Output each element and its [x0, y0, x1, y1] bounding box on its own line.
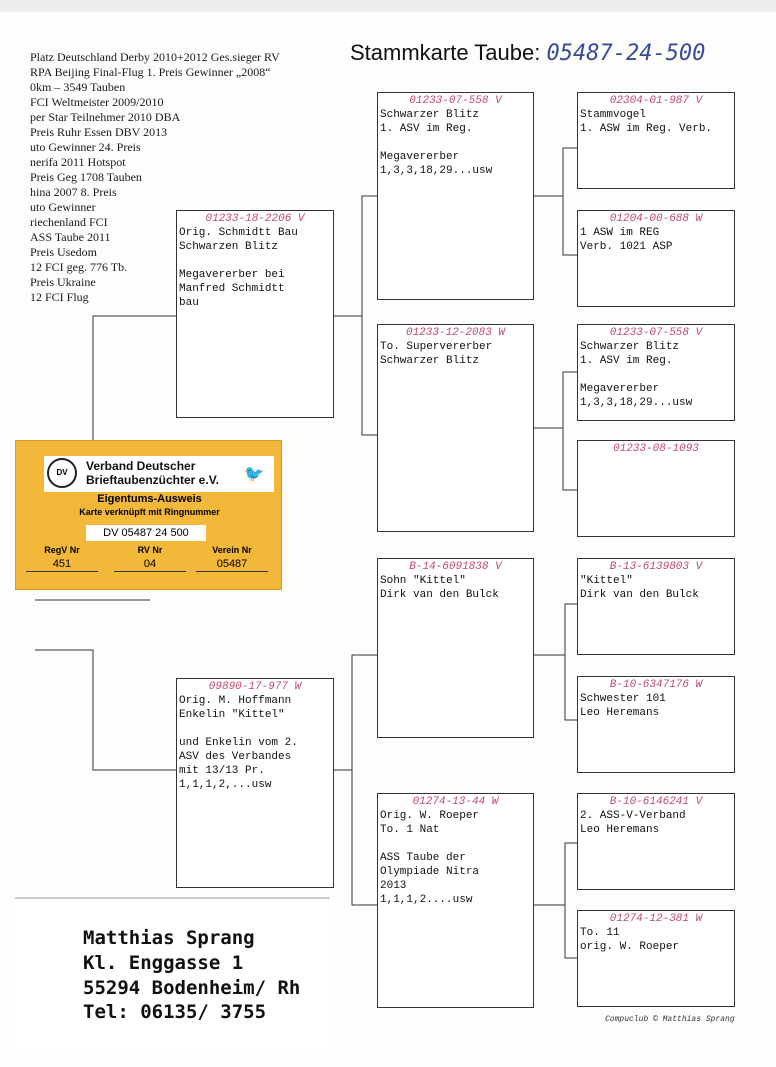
grandsire-paternal-card: [377, 92, 534, 300]
great-grandparent-card: [577, 440, 735, 537]
card-text: Stammvogel 1. ASW im Reg. Verb.: [580, 109, 713, 135]
achievement-line: 12 FCI geg. 776 Tb.: [30, 260, 128, 274]
connector-line: [533, 843, 578, 905]
badge-column: [114, 545, 186, 572]
footer-credit: Compuclub © Matthias Sprang: [605, 1015, 735, 1024]
association-name-line: Verband Deutscher: [86, 459, 196, 473]
achievement-line: uto Gewinner: [30, 200, 96, 214]
ring-number: 02304-01-987 V: [609, 95, 703, 107]
card-text: 2. ASS-V-Verband Leo Heremans: [580, 810, 686, 836]
badge-title: Eigentums-Ausweis: [97, 493, 202, 505]
badge-column-value: 05487: [196, 558, 268, 572]
association-logo-icon: DV: [47, 458, 77, 488]
connector-line: [533, 604, 578, 655]
great-grandparent-card: [577, 793, 735, 890]
badge-column: [26, 545, 98, 572]
ring-number: 01233-12-2083 W: [405, 327, 506, 339]
connector-line: [35, 650, 178, 770]
dam-card: [176, 678, 334, 888]
granddam-maternal-card: [377, 793, 534, 1008]
connector-line: [333, 196, 378, 316]
ring-number: 01204-00-688 W: [609, 213, 703, 225]
title-ring-number: 05487-24-500: [546, 41, 706, 66]
great-grandparent-card: [577, 92, 735, 189]
great-grandparent-card: [577, 210, 735, 307]
achievement-line: ASS Taube 2011: [30, 230, 111, 244]
badge-header: [44, 456, 274, 492]
card-text: Orig. M. Hoffmann Enkelin "Kittel" und Enkelin vom 2. ASV des Verbandes mit 13/13 Pr. 1,1,1,2,...usw: [179, 695, 298, 791]
ownership-badge: [15, 440, 282, 590]
badge-column-value: 451: [26, 558, 98, 572]
owner-city: 55294 Bodenheim/ Rh: [83, 977, 301, 999]
connector-line: [563, 428, 578, 490]
badge-column-label: Verein Nr: [212, 545, 252, 555]
achievement-line: nerifa 2011 Hotspot: [30, 155, 126, 169]
pigeon-icon: 🐦: [244, 466, 264, 483]
card-text: Orig. Schmidtt Bau Schwarzen Blitz Megavererber bei Manfred Schmidtt bau: [179, 227, 298, 309]
owner-name: Matthias Sprang: [83, 927, 255, 949]
ring-number: B-13-6139803 V: [609, 561, 703, 573]
great-grandparent-card: [577, 910, 735, 1007]
connector-line: [333, 655, 378, 770]
achievement-line: RPA Beijing Final-Flug 1. Preis Gewinner „2008“: [30, 65, 271, 79]
achievement-line: Preis Usedom: [30, 245, 97, 259]
connector-line: [93, 316, 178, 440]
card-text: Schwarzer Blitz 1. ASV im Reg. Megavererber 1,3,3,18,29...usw: [580, 341, 693, 409]
card-text: Orig. W. Roeper To. 1 Nat ASS Taube der Olympiade Nitra 2013 1,1,1,2....usw: [380, 810, 480, 906]
title-label: Stammkarte Taube:: [350, 40, 541, 65]
ring-number: 01233-18-2206 V: [205, 213, 305, 225]
badge-column-label: RV Nr: [137, 545, 163, 555]
achievement-line: Platz Deutschland Derby 2010+2012 Ges.sieger RV: [30, 50, 280, 64]
ring-number: B-10-6146241 V: [609, 796, 703, 808]
ring-number: 01274-13-44 W: [412, 796, 499, 808]
card-text: Schwarzer Blitz 1. ASV im Reg. Megavererber 1,3,3,18,29...usw: [380, 109, 493, 177]
achievement-line: FCI Weltmeister 2009/2010: [30, 95, 164, 109]
card-text: To. Supervererber Schwarzer Blitz: [380, 341, 493, 367]
achievement-line: Preis Ruhr Essen DBV 2013: [30, 125, 168, 139]
connector-line: [533, 148, 578, 196]
owner-address-stamp: [15, 897, 330, 1049]
card-text: To. 11 orig. W. Roeper: [580, 927, 680, 953]
association-name-line: Brieftaubenzüchter e.V.: [86, 473, 219, 487]
connector-line: [362, 316, 378, 435]
owner-street: Kl. Enggasse 1: [83, 952, 244, 974]
ring-number: 09890-17-977 W: [208, 681, 302, 693]
grandsire-maternal-card: [377, 558, 534, 738]
achievement-line: per Star Teilnehmer 2010 DBA: [30, 110, 181, 124]
granddam-paternal-card: [377, 324, 534, 532]
achievement-line: Preis Ukraine: [30, 275, 96, 289]
achievement-line: uto Gewinner 24. Preis: [30, 140, 141, 154]
great-grandparent-card: [577, 324, 735, 421]
achievement-line: riechenland FCI: [30, 215, 108, 229]
badge-column: [196, 545, 268, 572]
badge-subtitle: Karte verknüpft mit Ringnummer: [79, 507, 220, 517]
ring-number: 01274-12-381 W: [609, 913, 703, 925]
ring-number: B-10-6347176 W: [609, 679, 703, 691]
card-text: Schwester 101 Leo Heremans: [580, 693, 666, 719]
connector-line: [563, 196, 578, 255]
great-grandparent-card: [577, 676, 735, 773]
badge-column-value: 04: [114, 558, 186, 572]
badge-ring-number: DV 05487 24 500: [86, 525, 206, 541]
achievement-line: hina 2007 8. Preis: [30, 185, 117, 199]
achievement-line: 12 FCI Flug: [30, 290, 89, 304]
ring-number: 01233-07-558 V: [409, 95, 502, 107]
sire-card: [176, 210, 334, 418]
ring-number: B-14-6091838 V: [409, 561, 502, 573]
card-text: Sohn "Kittel" Dirk van den Bulck: [380, 575, 499, 601]
owner-phone: Tel: 06135/ 3755: [83, 1001, 267, 1023]
association-name: [86, 459, 219, 487]
ring-number: 01233-08-1093: [613, 443, 699, 455]
achievement-line: Preis Geg 1708 Tauben: [30, 170, 142, 184]
card-text: 1 ASW im REG Verb. 1021 ASP: [580, 227, 673, 253]
ring-number: 01233-07-558 V: [609, 327, 703, 339]
connector-line: [533, 372, 578, 428]
badge-column-label: RegV Nr: [44, 545, 80, 555]
great-grandparent-card: [577, 558, 735, 655]
connector-line: [352, 770, 378, 905]
card-text: "Kittel" Dirk van den Bulck: [580, 575, 699, 601]
achievement-line: 0km – 3549 Tauben: [30, 80, 126, 94]
